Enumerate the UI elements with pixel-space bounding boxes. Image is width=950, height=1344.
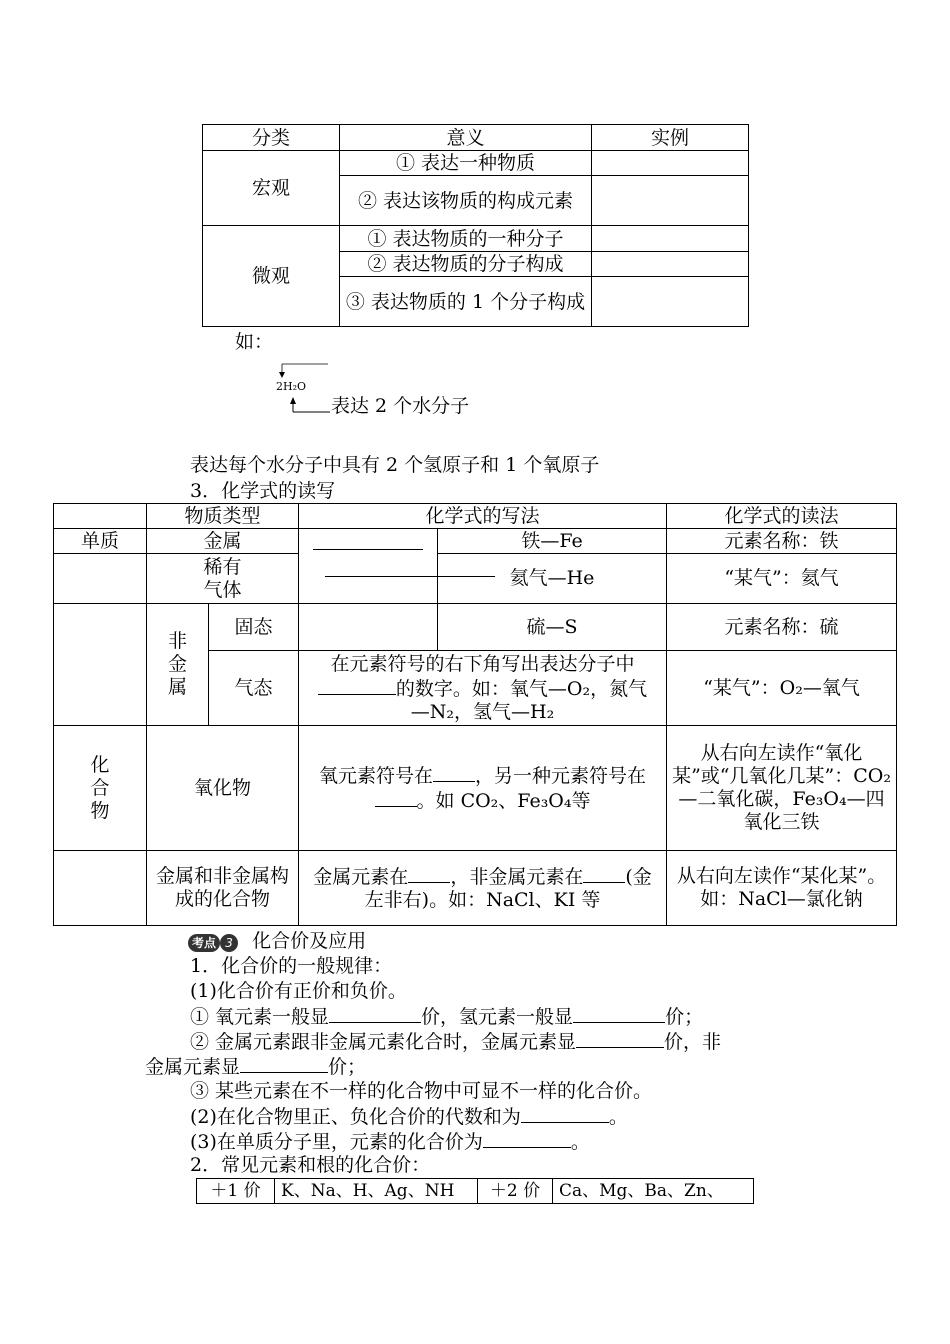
- rule-1: (1)化合价有正价和负价。: [190, 980, 407, 1002]
- t2-header-write: 化学式的写法: [299, 504, 667, 529]
- text: 价，非: [664, 1031, 722, 1053]
- macro-item-2: ② 表达该物质的构成元素: [340, 176, 592, 226]
- t2-metal-nonmetal-write: [299, 851, 667, 926]
- micro-example-1: [592, 226, 749, 252]
- plus1-label: ＋1 价: [197, 1179, 275, 1204]
- t2-metal-read: 元素名称：铁: [667, 529, 897, 554]
- t2-empty-header: [54, 504, 147, 529]
- rule-1-nonmetal: [145, 1054, 366, 1080]
- t2-oxide-read: 从右向左读作“氧化某”或“几氧化几某”：CO₂—二氧化碳，Fe₃O₄—四氧化三铁: [667, 726, 897, 851]
- t2-nonmetal-label: [147, 604, 209, 726]
- blank: [433, 763, 475, 782]
- t2-oxide-write: [299, 726, 667, 851]
- blank: [576, 1029, 664, 1048]
- rule-2: [190, 1104, 628, 1130]
- t2-oxide-write-b: ，另一种元素符号在: [475, 765, 647, 787]
- header-category: 分类: [203, 125, 340, 151]
- plus1-items: K、Na、H、Ag、NH: [275, 1179, 478, 1204]
- rule-1-oxygen-hydrogen: [190, 1004, 703, 1030]
- t2-compound-label: [54, 726, 147, 851]
- t2-empty: [54, 554, 147, 604]
- t2-header-type: 物质类型: [147, 504, 299, 529]
- point-3-heading: [188, 929, 366, 954]
- blank: [375, 788, 417, 807]
- header-meaning: 意义: [340, 125, 592, 151]
- formula-meaning-table: [202, 124, 749, 327]
- t2-oxide-write-c: 。如 CO₂、Fe₃O₄等: [416, 790, 591, 812]
- plus2-items: Ca、Mg、Ba、Zn、: [553, 1179, 754, 1204]
- rule-1-metal: [190, 1029, 721, 1055]
- blank: [583, 864, 625, 883]
- blank: [521, 1104, 609, 1123]
- point-number: 3: [220, 934, 238, 952]
- t2-nonmetal-text: 非金属: [167, 630, 187, 698]
- blank: [325, 558, 495, 577]
- macro-example-1: [592, 151, 749, 176]
- t2-noble-text: 稀有气体: [203, 555, 242, 601]
- t2-empty: [54, 604, 147, 726]
- t2-mn-write-a: 金属元素在: [313, 866, 409, 888]
- t2-gas-write: [299, 651, 667, 726]
- text: 。: [608, 1106, 628, 1128]
- blank: [240, 1054, 328, 1073]
- valence-table: [196, 1178, 754, 1204]
- example-diagram: [276, 362, 496, 422]
- macro-item-1: ① 表达一种物质: [340, 151, 592, 176]
- micro-example-3: [592, 277, 749, 327]
- blank: [318, 676, 396, 695]
- t2-noble-label: [147, 554, 299, 604]
- blank: [573, 1004, 665, 1023]
- text: 价；: [328, 1056, 367, 1078]
- micro-item-2: ② 表达物质的分子构成: [340, 252, 592, 277]
- text: (2)在化合物里正、负化合价的代数和为: [190, 1106, 521, 1128]
- section-3-title: 3．化学式的读写: [190, 480, 336, 502]
- example-formula: 2H₂O: [276, 380, 307, 393]
- blank: [329, 1004, 421, 1023]
- micro-item-1: ① 表达物质的一种分子: [340, 226, 592, 252]
- t2-gas-write-post: 的数字。如：氧气—O₂，氮气—N₂，氢气—H₂: [395, 677, 648, 723]
- formula-writing-table: [53, 503, 897, 926]
- micro-item-3: ③ 表达物质的 1 个分子构成: [340, 277, 592, 327]
- t2-solid-label: 固态: [209, 604, 299, 651]
- blank: [408, 864, 450, 883]
- t2-single-label: 单质: [54, 529, 147, 554]
- t2-oxide-label: 氧化物: [147, 726, 299, 851]
- t2-oxide-write-a: 氧元素符号在: [319, 765, 434, 787]
- micro-example-2: [592, 252, 749, 277]
- blank: [313, 531, 423, 550]
- t2-empty: [54, 851, 147, 926]
- t2-gas-label: 气态: [209, 651, 299, 726]
- t2-mn-write-c: (金左非右)。如：NaCl、KI 等: [364, 866, 652, 911]
- t2-gas-read: “某气”：O₂—氧气: [667, 651, 897, 726]
- macro-label: 宏观: [203, 151, 340, 226]
- macro-example-2: [592, 176, 749, 226]
- example-intro: 如：: [235, 331, 274, 353]
- text: 价，氢元素一般显: [421, 1006, 574, 1028]
- t2-header-read: 化学式的读法: [667, 504, 897, 529]
- text: 金属元素显: [145, 1056, 241, 1078]
- micro-label: 微观: [203, 226, 340, 327]
- t2-gas-write-pre: 在元素符号的右下角写出表达分子中: [330, 652, 635, 675]
- text: ① 氧元素一般显: [190, 1006, 330, 1028]
- text: 。: [570, 1131, 590, 1153]
- rule-heading: 1．化合价的一般规律：: [190, 955, 393, 977]
- example-note-2: 表达每个水分子中具有 2 个氢原子和 1 个氧原子: [190, 454, 600, 476]
- point-badge: 考点: [188, 934, 220, 952]
- t2-solid-read: 元素名称：硫: [667, 604, 897, 651]
- t2-metal-nonmetal-read: 从右向左读作“某化某”。如：NaCl—氯化钠: [667, 851, 897, 926]
- rule-1-variable: ③ 某些元素在不一样的化合物中可显不一样的化合价。: [190, 1080, 653, 1102]
- text: (3)在单质分子里，元素的化合价为: [190, 1131, 483, 1153]
- valence-heading: 2．常见元素和根的化合价：: [190, 1154, 431, 1176]
- t2-metal-nonmetal-label: 金属和非金属构成的化合物: [147, 851, 299, 926]
- t2-metal-write-blanks: [299, 529, 438, 604]
- rule-3: [190, 1129, 590, 1155]
- text: ② 金属元素跟非金属元素化合时，金属元素显: [190, 1031, 577, 1053]
- header-example: 实例: [592, 125, 749, 151]
- t2-noble-example: 氦气—He: [438, 554, 667, 604]
- example-note-1: 表达 2 个水分子: [331, 395, 470, 417]
- t2-solid-write: [299, 604, 438, 651]
- t2-mn-write-b: ，非金属元素在: [450, 866, 584, 888]
- point-3-title: 化合价及应用: [252, 930, 367, 952]
- t2-noble-read: “某气”：氦气: [667, 554, 897, 604]
- t2-solid-example: 硫—S: [438, 604, 667, 651]
- t2-metal-example: 铁—Fe: [438, 529, 667, 554]
- text: 价；: [665, 1006, 704, 1028]
- plus2-label: ＋2 价: [478, 1179, 553, 1204]
- t2-metal-label: 金属: [147, 529, 299, 554]
- blank: [483, 1129, 571, 1148]
- t2-compound-text: 化合物: [90, 753, 110, 822]
